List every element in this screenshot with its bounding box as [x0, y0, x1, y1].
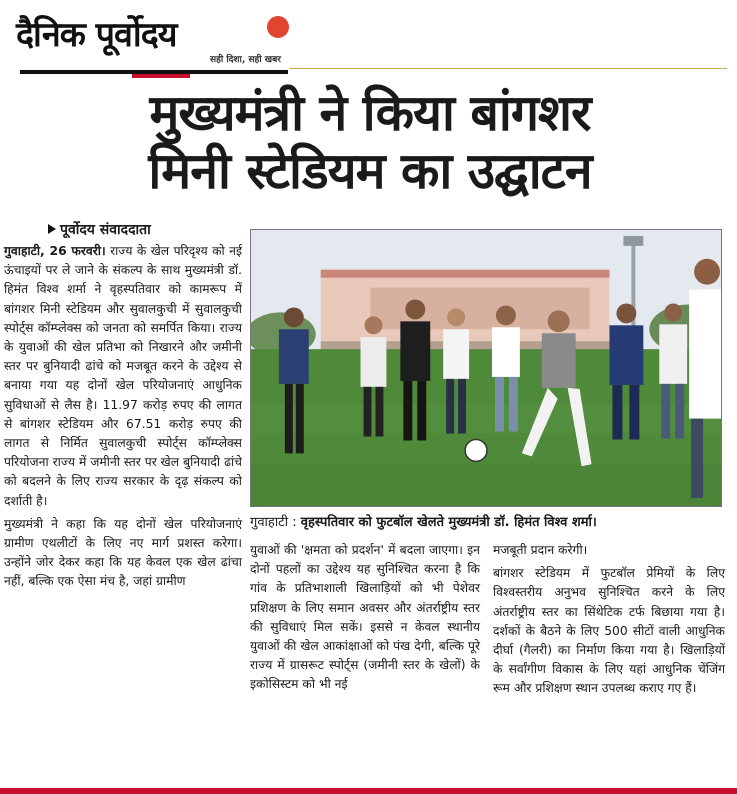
- article-paragraph: युवाओं की 'क्षमता को प्रदर्शन' में बदला जाएगा। इन दोनों पहलों का उद्देश्य यह सुनिश्चित करना है कि गांव के प्रतिभाशाली खिलाड़ियों को भी पेशेवर प्रशिक्षण के लिए समान अवसर और अंतर्राष्ट्रीय स्तर की सुविधाएं मिल सकें। इससे न केवल स्थानीय युवाओं की खेल आकांक्षाओं को पंख देगी, बल्कि पूरे राज्य में ग्रासरूट स्पोर्ट्स (जमीनी स्तर के खेलों) के इकोसिस्टम को भी नई: [250, 543, 480, 692]
- article-paragraph: मजबूती प्रदान करेगी।: [493, 543, 588, 557]
- masthead: [12, 6, 302, 72]
- article-paragraph: [4, 242, 242, 511]
- byline-bullet-icon: [48, 224, 56, 234]
- article-column-1: [4, 242, 242, 596]
- newspaper-logo: दैनिक पूर्वोदय: [16, 15, 177, 55]
- article-paragraph: बांगशर स्टेडियम में फुटबॉल प्रेमियों के लिए विश्वस्तरीय अनुभव सुनिश्चित करने के लिए अंतर्राष्ट्रीय स्तर का सिंथेटिक टर्फ बिछाया गया है। दर्शकों के बैठने के लिए 500 सीटों वाली आधुनिक दीर्घा (गैलरी) का निर्माण किया गया है। खिलाड़ियों के सर्वांगीण विकास के लिए यहां आधुनिक चेंजिंग रूम और प्रशिक्षण स्थान उपलब्ध कराए गए हैं।: [493, 566, 725, 696]
- byline: पूर्वोदय संवाददाता: [60, 222, 151, 238]
- caption-text: वृहस्पतिवार को फुटबॉल खेलते मुख्यमंत्री डॉ. हिमंत विश्व शर्मा।: [300, 515, 597, 530]
- football-photo-illustration: [251, 230, 721, 506]
- article-paragraph: मुख्यमंत्री ने कहा कि यह दोनों खेल परियोजनाएं ग्रामीण एथलीटों के लिए नए मार्ग प्रशस्त करेगा। उन्होंने जोर देकर कहा कि यह केवल एक खेल ढांचा नहीं, बल्कि एक ऐसा मंच है, जहां ग्रामीण: [4, 516, 242, 589]
- paragraph-text: राज्य के खेल परिदृश्य को नई ऊंचाइयों पर ले जाने के संकल्प के साथ मुख्यमंत्री डॉ. हिमंत विश्व शर्मा ने वृहस्पतिवार को कामरूप में बांगशर मिनी स्टेडियम और सुवालकुची में सुवालकुची स्पोर्ट्स कॉम्प्लेक्स को जनता को समर्पित किया। राज्य के युवाओं की खेल प्रतिभा को निखारने और जमीनी स्तर पर बुनियादी ढांचे को मजबूत करने के उद्देश्य से बनाया गया यह दोनों खेल परियोजनाएं आधुनिक सुविधाओं से लैस है। 11.97 करोड़ रुपए की लागत से बांगशर स्टेडियम और 67.51 करोड़ रुपए की लागत से निर्मित सुवालकुची स्पोर्ट्स कॉम्प्लेक्स परियोजना राज्य में जमीनी स्तर पर खेल बुनियादी ढांचे को बदलने के लिए राज्य सरकार के दृढ़ संकल्प को दर्शाती है।: [4, 244, 242, 508]
- headline: [20, 84, 720, 200]
- dateline: गुवाहाटी, 26 फरवरी।: [4, 244, 106, 258]
- photo-caption: [250, 512, 726, 530]
- logo-sun-icon: [267, 16, 289, 38]
- page-bottom-rule: [0, 788, 737, 794]
- masthead-accent-strip: [132, 74, 190, 78]
- news-photo: [250, 229, 722, 507]
- caption-place: गुवाहाटी :: [250, 515, 297, 530]
- newspaper-tagline: सही दिशा, सही खबर: [210, 55, 281, 65]
- header-divider: [290, 68, 727, 69]
- article-column-3: [493, 541, 725, 703]
- article-column-2: [250, 541, 480, 699]
- headline-line-2: मिनी स्टेडियम का उद्घाटन: [148, 142, 592, 200]
- headline-line-1: मुख्यमंत्री ने किया बांगशर: [149, 84, 591, 142]
